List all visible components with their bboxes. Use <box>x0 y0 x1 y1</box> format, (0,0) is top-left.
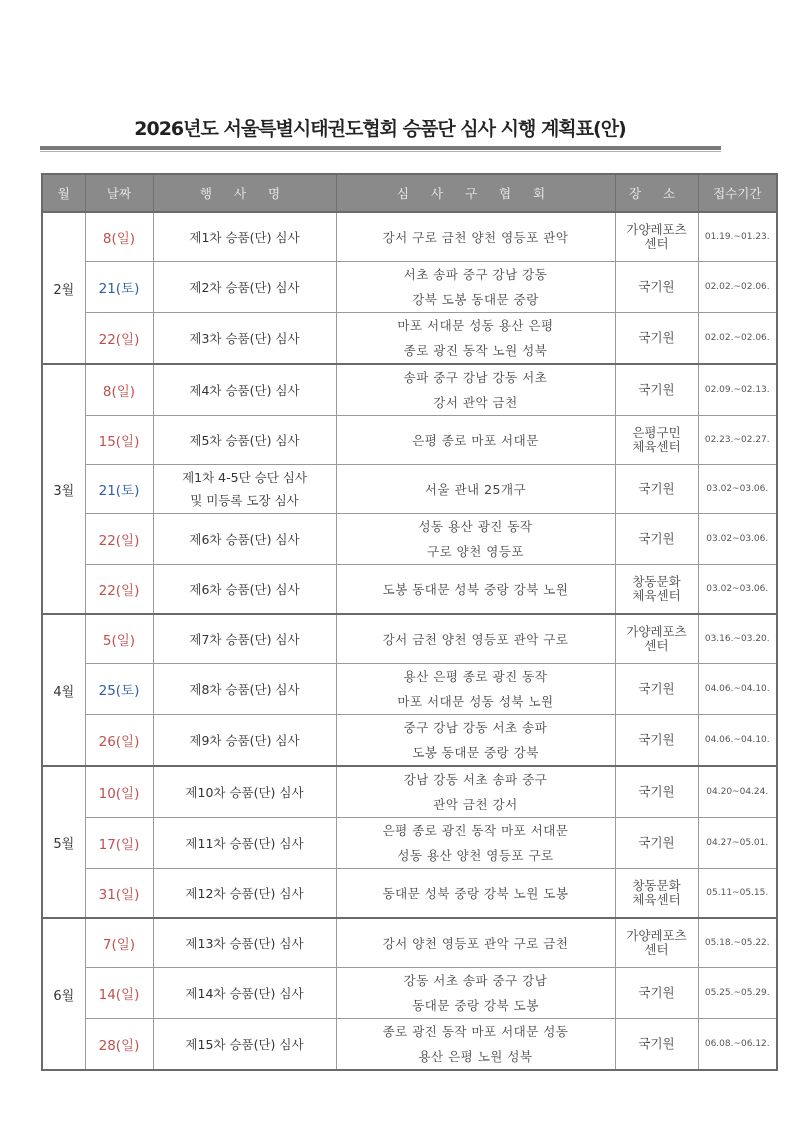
table-row <box>42 766 777 818</box>
place-cell-line: 체육센터 <box>632 439 681 454</box>
association-cell-line: 송파 중구 강남 강동 서초 <box>403 370 548 385</box>
header-month: 월 <box>42 174 85 212</box>
association-cell <box>336 416 615 465</box>
place-cell-line: 가양레포츠 <box>626 928 687 943</box>
place-cell-line: 국기원 <box>638 481 675 496</box>
month-cell: 4월 <box>42 614 85 766</box>
period-cell: 03.16.~03.20. <box>698 614 777 664</box>
association-cell-line: 동대문 성북 중랑 강북 노원 도봉 <box>382 885 569 901</box>
association-cell-line: 강서 양천 영등포 관악 구로 금천 <box>382 935 569 951</box>
association-cell-line: 마포 서대문 성동 용산 은평 <box>397 318 554 333</box>
association-cell <box>336 1019 615 1071</box>
period-cell: 05.11~05.15. <box>698 869 777 919</box>
period-cell: 03.02~03.06. <box>698 514 777 565</box>
event-name-cell <box>153 313 336 365</box>
place-cell <box>615 766 698 818</box>
period-cell: 05.18.~05.22. <box>698 918 777 968</box>
association-cell <box>336 715 615 767</box>
place-cell-line: 센터 <box>644 638 669 653</box>
header-event: 행 사 명 <box>153 174 336 212</box>
association-cell-line: 동대문 중랑 강북 도봉 <box>412 998 539 1013</box>
event-name-cell <box>153 715 336 767</box>
association-cell-line: 은평 종로 마포 서대문 <box>412 432 539 448</box>
event-name-cell-line: 제12차 승품(단) 심사 <box>185 885 304 901</box>
place-cell <box>615 565 698 615</box>
table-row <box>42 1019 777 1071</box>
event-name-cell <box>153 212 336 262</box>
place-cell <box>615 212 698 262</box>
association-cell <box>336 262 615 313</box>
date-cell: 7(일) <box>85 918 153 968</box>
period-cell: 01.19.~01.23. <box>698 212 777 262</box>
association-cell <box>336 313 615 365</box>
place-cell <box>615 715 698 767</box>
place-cell-line: 국기원 <box>638 531 675 546</box>
document-title: 2026년도 서울특별시태권도협회 승품단 심사 시행 계획표(안) <box>134 118 626 140</box>
association-cell <box>336 514 615 565</box>
table-row <box>42 514 777 565</box>
date-cell: 5(일) <box>85 614 153 664</box>
date-cell: 28(일) <box>85 1019 153 1071</box>
date-cell: 22(일) <box>85 514 153 565</box>
period-cell: 02.23.~02.27. <box>698 416 777 465</box>
table-row <box>42 212 777 262</box>
place-cell-line: 은평구민 <box>632 425 681 440</box>
date-cell: 31(일) <box>85 869 153 919</box>
table-row <box>42 313 777 365</box>
table-row <box>42 262 777 313</box>
association-cell-line: 강서 금천 양천 영등포 관악 구로 <box>382 631 569 647</box>
event-name-cell-line: 제7차 승품(단) 심사 <box>189 631 300 647</box>
place-cell-line: 센터 <box>644 236 669 251</box>
association-cell-line: 서초 송파 중구 강남 강동 <box>403 267 548 282</box>
association-cell <box>336 869 615 919</box>
place-cell-line: 가양레포츠 <box>626 222 687 237</box>
association-cell <box>336 614 615 664</box>
table-row <box>42 968 777 1019</box>
period-cell: 06.08.~06.12. <box>698 1019 777 1071</box>
date-cell: 21(토) <box>85 465 153 514</box>
association-cell-line: 강동 서초 송파 중구 강남 <box>403 973 548 988</box>
month-cell: 2월 <box>42 212 85 364</box>
place-cell <box>615 364 698 416</box>
association-cell-line: 용산 은평 종로 광진 동작 <box>403 669 548 684</box>
place-cell-line: 국기원 <box>638 681 675 696</box>
table-row <box>42 465 777 514</box>
header-period: 접수기간 <box>698 174 777 212</box>
event-name-cell-line: 제2차 승품(단) 심사 <box>189 279 300 295</box>
place-cell-line: 국기원 <box>638 382 675 397</box>
event-name-cell-line: 제6차 승품(단) 심사 <box>189 581 300 597</box>
association-cell-line: 용산 은평 노원 성북 <box>418 1049 533 1064</box>
event-name-cell-line: 제9차 승품(단) 심사 <box>189 732 300 748</box>
event-name-cell-line: 제8차 승품(단) 심사 <box>189 681 300 697</box>
place-cell <box>615 968 698 1019</box>
place-cell <box>615 465 698 514</box>
place-cell-line: 창동문화 <box>632 878 681 893</box>
period-cell: 03.02~03.06. <box>698 465 777 514</box>
date-cell: 8(일) <box>85 212 153 262</box>
association-cell-line: 강서 관악 금천 <box>433 395 518 410</box>
place-cell-line: 창동문화 <box>632 574 681 589</box>
place-cell <box>615 1019 698 1071</box>
place-cell <box>615 918 698 968</box>
association-cell-line: 성동 용산 양천 영등포 구로 <box>397 848 554 863</box>
event-name-cell-line: 제1차 4-5단 승단 심사 <box>182 470 307 485</box>
place-cell <box>615 313 698 365</box>
month-cell: 6월 <box>42 918 85 1070</box>
association-cell-line: 종로 광진 동작 노원 성북 <box>403 343 548 358</box>
event-name-cell <box>153 869 336 919</box>
event-name-cell-line: 제5차 승품(단) 심사 <box>189 432 300 448</box>
schedule-table <box>41 173 778 1071</box>
event-name-cell-line: 제1차 승품(단) 심사 <box>189 229 300 245</box>
event-name-cell-line: 제6차 승품(단) 심사 <box>189 531 300 547</box>
event-name-cell-line: 제10차 승품(단) 심사 <box>185 784 304 800</box>
date-cell: 21(토) <box>85 262 153 313</box>
place-cell-line: 센터 <box>644 942 669 957</box>
association-cell-line: 은평 종로 광진 동작 마포 서대문 <box>382 823 569 838</box>
association-cell-line: 구로 양천 영등포 <box>427 544 524 559</box>
association-cell <box>336 212 615 262</box>
event-name-cell-line: 제13차 승품(단) 심사 <box>185 935 304 951</box>
association-cell <box>336 465 615 514</box>
association-cell-line: 서울 관내 25개구 <box>424 481 527 497</box>
table-row <box>42 364 777 416</box>
period-cell: 02.09.~02.13. <box>698 364 777 416</box>
table-row <box>42 869 777 919</box>
header-association: 심 사 구 협 회 <box>336 174 615 212</box>
place-cell-line: 체육센터 <box>632 588 681 603</box>
place-cell <box>615 262 698 313</box>
place-cell <box>615 818 698 869</box>
date-cell: 17(일) <box>85 818 153 869</box>
event-name-cell <box>153 818 336 869</box>
association-cell-line: 강북 도봉 동대문 중랑 <box>412 292 539 307</box>
event-name-cell <box>153 465 336 514</box>
association-cell <box>336 818 615 869</box>
month-cell: 3월 <box>42 364 85 614</box>
event-name-cell <box>153 918 336 968</box>
header-place: 장 소 <box>615 174 698 212</box>
event-name-cell-line: 제14차 승품(단) 심사 <box>185 985 304 1001</box>
place-cell-line: 국기원 <box>638 835 675 850</box>
place-cell-line: 가양레포츠 <box>626 624 687 639</box>
association-cell <box>336 918 615 968</box>
event-name-cell-line: 제11차 승품(단) 심사 <box>185 835 304 851</box>
event-name-cell <box>153 664 336 715</box>
association-cell <box>336 565 615 615</box>
association-cell-line: 강서 구로 금천 양천 영등포 관악 <box>382 229 569 245</box>
period-cell: 04.06.~04.10. <box>698 664 777 715</box>
table-header-row <box>42 174 777 212</box>
event-name-cell-line: 제3차 승품(단) 심사 <box>189 330 300 346</box>
event-name-cell <box>153 364 336 416</box>
table-row <box>42 416 777 465</box>
place-cell <box>615 614 698 664</box>
place-cell-line: 국기원 <box>638 784 675 799</box>
table-row <box>42 614 777 664</box>
association-cell-line: 종로 광진 동작 마포 서대문 성동 <box>382 1024 569 1039</box>
date-cell: 22(일) <box>85 313 153 365</box>
month-cell: 5월 <box>42 766 85 918</box>
place-cell-line: 국기원 <box>638 279 675 294</box>
association-cell <box>336 364 615 416</box>
place-cell <box>615 869 698 919</box>
place-cell-line: 국기원 <box>638 330 675 345</box>
table-row <box>42 565 777 615</box>
event-name-cell <box>153 1019 336 1071</box>
association-cell-line: 중구 강남 강동 서초 송파 <box>403 720 548 735</box>
association-cell <box>336 766 615 818</box>
place-cell-line: 국기원 <box>638 1036 675 1051</box>
period-cell: 02.02.~02.06. <box>698 313 777 365</box>
period-cell: 03.02~03.06. <box>698 565 777 615</box>
place-cell-line: 체육센터 <box>632 892 681 907</box>
period-cell: 05.25.~05.29. <box>698 968 777 1019</box>
place-cell <box>615 514 698 565</box>
association-cell-line: 도봉 동대문 중랑 강북 <box>412 745 539 760</box>
date-cell: 10(일) <box>85 766 153 818</box>
association-cell <box>336 968 615 1019</box>
event-name-cell <box>153 614 336 664</box>
event-name-cell <box>153 968 336 1019</box>
date-cell: 26(일) <box>85 715 153 767</box>
association-cell-line: 강남 강동 서초 송파 중구 <box>403 772 548 787</box>
period-cell: 04.27~05.01. <box>698 818 777 869</box>
place-cell <box>615 664 698 715</box>
place-cell-line: 국기원 <box>638 732 675 747</box>
table-row <box>42 918 777 968</box>
title-underline <box>40 146 721 150</box>
period-cell: 04.20~04.24. <box>698 766 777 818</box>
period-cell: 04.06.~04.10. <box>698 715 777 767</box>
association-cell-line: 마포 서대문 성동 성북 노원 <box>397 694 554 709</box>
event-name-cell <box>153 514 336 565</box>
place-cell-line: 국기원 <box>638 985 675 1000</box>
event-name-cell-line: 제4차 승품(단) 심사 <box>189 382 300 398</box>
date-cell: 8(일) <box>85 364 153 416</box>
association-cell-line: 도봉 동대문 성북 중랑 강북 노원 <box>382 581 569 597</box>
place-cell <box>615 416 698 465</box>
event-name-cell-line: 및 미등록 도장 심사 <box>190 493 299 508</box>
association-cell <box>336 664 615 715</box>
table-row <box>42 715 777 767</box>
table-row <box>42 664 777 715</box>
period-cell: 02.02.~02.06. <box>698 262 777 313</box>
event-name-cell-line: 제15차 승품(단) 심사 <box>185 1036 304 1052</box>
date-cell: 15(일) <box>85 416 153 465</box>
association-cell-line: 관악 금천 강서 <box>433 797 518 812</box>
header-date: 날짜 <box>85 174 153 212</box>
date-cell: 14(일) <box>85 968 153 1019</box>
event-name-cell <box>153 565 336 615</box>
event-name-cell <box>153 766 336 818</box>
schedule-body <box>42 212 777 1070</box>
association-cell-line: 성동 용산 광진 동작 <box>418 519 533 534</box>
date-cell: 22(일) <box>85 565 153 615</box>
table-row <box>42 818 777 869</box>
date-cell: 25(토) <box>85 664 153 715</box>
event-name-cell <box>153 262 336 313</box>
event-name-cell <box>153 416 336 465</box>
